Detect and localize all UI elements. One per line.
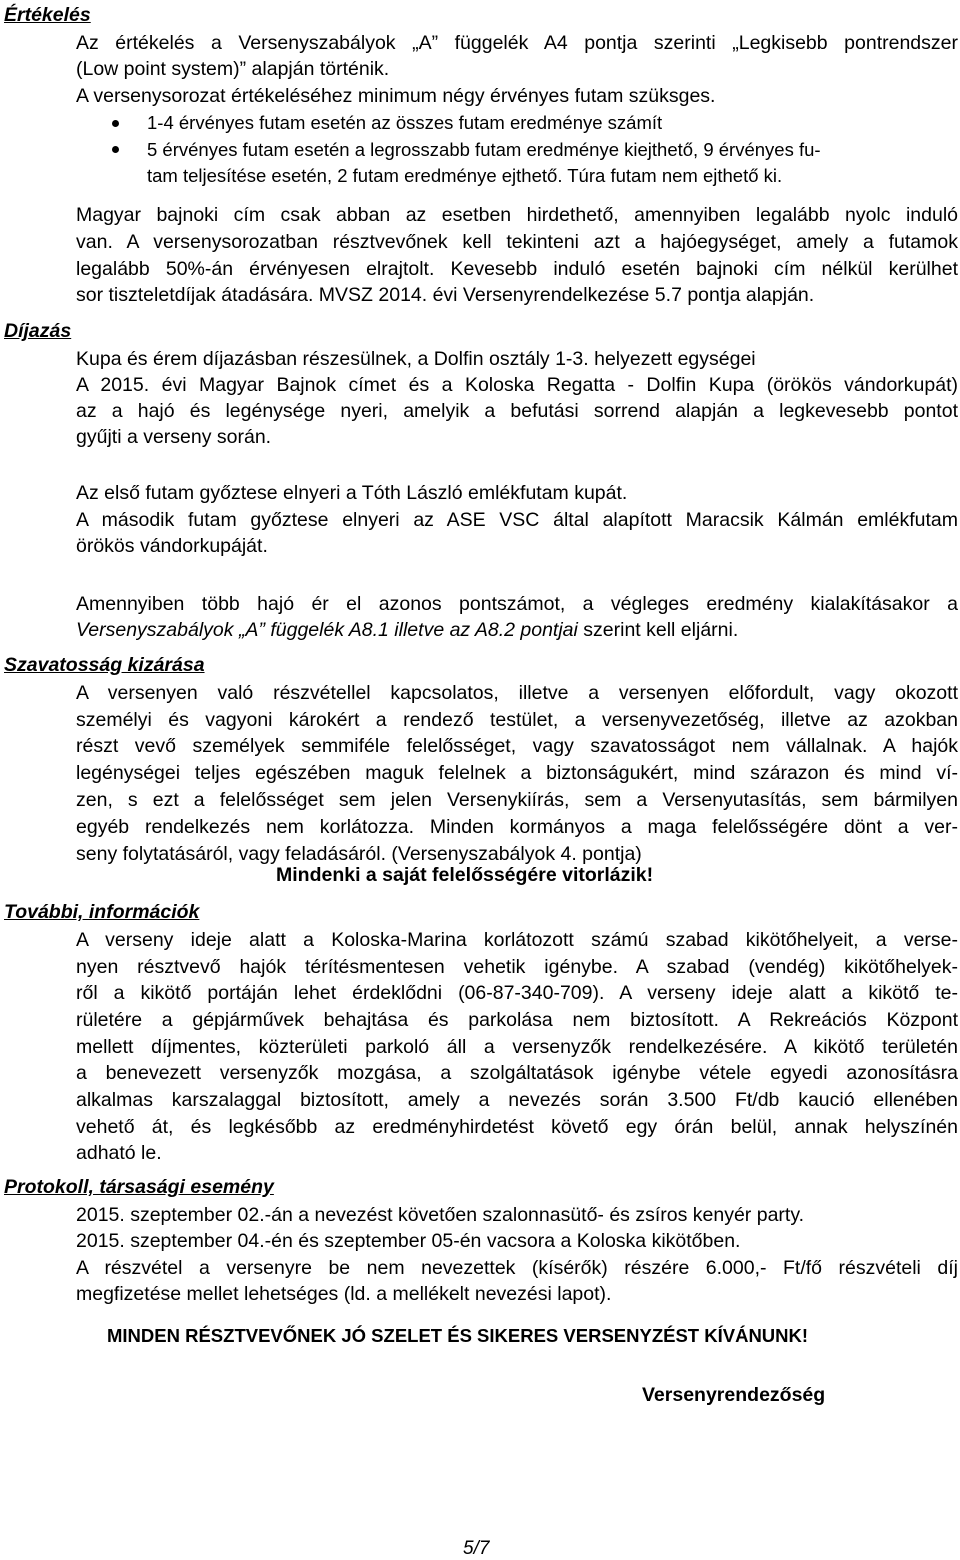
text-line: 2015. szeptember 02.-án a nevezést követően szalonnasütő- és zsíros kenyér party. — [76, 1204, 805, 1226]
text-line: örökös vándorkupáját. — [76, 535, 268, 557]
text-line: megfizetése mellet lehetséges (ld. a mellékelt nevezési lapot). — [76, 1283, 612, 1305]
text-line: Az értékelés a Versenyszabályok „A” függelék A4 pontja szerinti „Legkisebb pontrendszer — [76, 32, 958, 54]
page-number: 5/7 — [463, 1538, 490, 1559]
text-line: A részvétel a versenyre be nem nevezettek (kísérők) részére 6.000,- Ft/fő részvételi díj — [76, 1257, 958, 1279]
text-line: A versenysorozat értékeléséhez minimum négy érvényes futam szüksges. — [76, 85, 716, 107]
bullet-item: 5 érvényes futam esetén a legrosszabb futam eredménye kiejthető, 9 érvényes fu- — [147, 139, 821, 160]
text-line: A verseny ideje alatt a Koloska-Marina korlátozott számú szabad kikötőhelyeit, a verse- — [76, 929, 958, 951]
text-line: az a hajó és legénysége nyeri, amelyik a befutási sorrend alapján a legkevesebb pontot — [76, 400, 958, 422]
signature: Versenyrendezőség — [642, 1384, 826, 1406]
text-line: van. A versenysorozatban résztvevőnek kell tekinteni azt a hajóegységet, amely a futamok — [76, 231, 958, 253]
text-line: Magyar bajnoki cím csak abban az esetben hirdethető, amennyiben legalább nyolc induló — [76, 204, 958, 226]
section-heading-szavatossag: Szavatosság kizárása — [4, 654, 205, 676]
text-line: adható le. — [76, 1142, 162, 1164]
text-line: A versenyen való részvétellel kapcsolatos, illetve a versenyen előfordult, vagy okozott — [76, 682, 958, 704]
text-line: rületére a gépjárművek behajtása és parkolása nem biztosított. A Rekreációs Központ — [76, 1009, 958, 1031]
text-line: legalább 50%-án érvényesen elrajtolt. Kevesebb induló esetén bajnoki cím nélkül kerülhet — [76, 258, 958, 280]
text-line: legénységei teljes egészében maguk felelnek a biztonságukért, mind szárazon és mind ví- — [76, 762, 958, 784]
section-heading-tovabbi: További, információk — [4, 901, 200, 923]
bullet-icon — [112, 146, 119, 153]
text-line-mixed — [76, 619, 738, 641]
closing-message: MINDEN RÉSZTVEVŐNEK JÓ SZELET ÉS SIKERES VERSENYZÉST KÍVÁNUNK! — [107, 1325, 809, 1346]
section-heading-dijazas: Díjazás — [4, 320, 72, 342]
section-heading-protokoll: Protokoll, társasági esemény — [4, 1176, 274, 1198]
text-fragment: szerint kell eljárni. — [577, 619, 739, 641]
text-line: A 2015. évi Magyar Bajnok címet és a Koloska Regatta - Dolfin Kupa (örökös vándorkupát) — [76, 374, 958, 396]
text-line: 2015. szeptember 04.-én és szeptember 05-én vacsora a Koloska kikötőben. — [76, 1230, 741, 1252]
text-line: (Low point system)” alapján történik. — [76, 58, 390, 80]
motto: Mindenki a saját felelősségére vitorlázik! — [276, 864, 654, 886]
text-line: a benevezett versenyzők mozgása, a szolgáltatások igénybe vétele egyedi azonosításra — [76, 1062, 958, 1084]
text-line: Az első futam győztese elnyeri a Tóth László emlékfutam kupát. — [76, 482, 628, 504]
text-line: Amennyiben több hajó ér el azonos pontszámot, a végleges eredmény kialakításakor a — [76, 593, 958, 615]
text-line: részt vevő személyek semmiféle felelősséget, vagy szavatosságot nem vállalnak. A hajók — [76, 735, 958, 757]
text-line: vehető át, és legkésőbb az eredményhirdetést követő egy órán belül, annak helyszínén — [76, 1116, 958, 1138]
text-line: alkalmas karszalaggal biztosított, amely a nevezés során 3.500 Ft/db kaució ellenében — [76, 1089, 958, 1111]
section-heading-ertekeles: Értékelés — [4, 4, 91, 26]
text-line: A második futam győztese elnyeri az ASE VSC által alapított Maracsik Kálmán emlékfutam — [76, 509, 958, 531]
bullet-item: 1-4 érvényes futam esetén az összes futam eredménye számít — [147, 112, 663, 133]
text-line: sor tiszteletdíjak átadására. MVSZ 2014. évi Versenyrendelkezése 5.7 pontja alapján. — [76, 284, 815, 306]
text-line: személyi és vagyoni károkért a rendező testület, a versenyvezetőség, illetve az azokban — [76, 709, 958, 731]
text-line: zen, s ezt a felelősséget sem jelen Versenykiírás, sem a Versenyutasítás, sem bármilyen — [76, 789, 958, 811]
bullet-item-continuation: tam teljesítése esetén, 2 futam eredménye ejthető. Túra futam nem ejthető ki. — [147, 165, 783, 186]
text-line: seny folytatásáról, vagy feladásáról. (Versenyszabályok 4. pontja) — [76, 843, 642, 865]
text-line: ről a kikötő portáján lehet érdeklődni (06-87-340-709). A verseny ideje alatt a kikötő te- — [76, 982, 958, 1004]
text-line: gyűjti a verseny során. — [76, 426, 272, 448]
rule-reference: Versenyszabályok „A” függelék A8.1 illetve az A8.2 pontjai — [76, 619, 578, 641]
text-line: egyéb rendelkezés nem korlátozza. Minden kormányos a maga felelősségére dönt a ver- — [76, 816, 958, 838]
text-line: nyen résztvevő hajók térítésmentesen vehetik igénybe. A szabad (vendég) kikötőhelyek- — [76, 956, 958, 978]
text-line: mellett díjmentes, közterületi parkoló áll a versenyzők rendelkezésére. A kikötő területén — [76, 1036, 958, 1058]
text-line: Kupa és érem díjazásban részesülnek, a Dolfin osztály 1-3. helyezett egységei — [76, 348, 756, 370]
bullet-icon — [112, 120, 119, 127]
